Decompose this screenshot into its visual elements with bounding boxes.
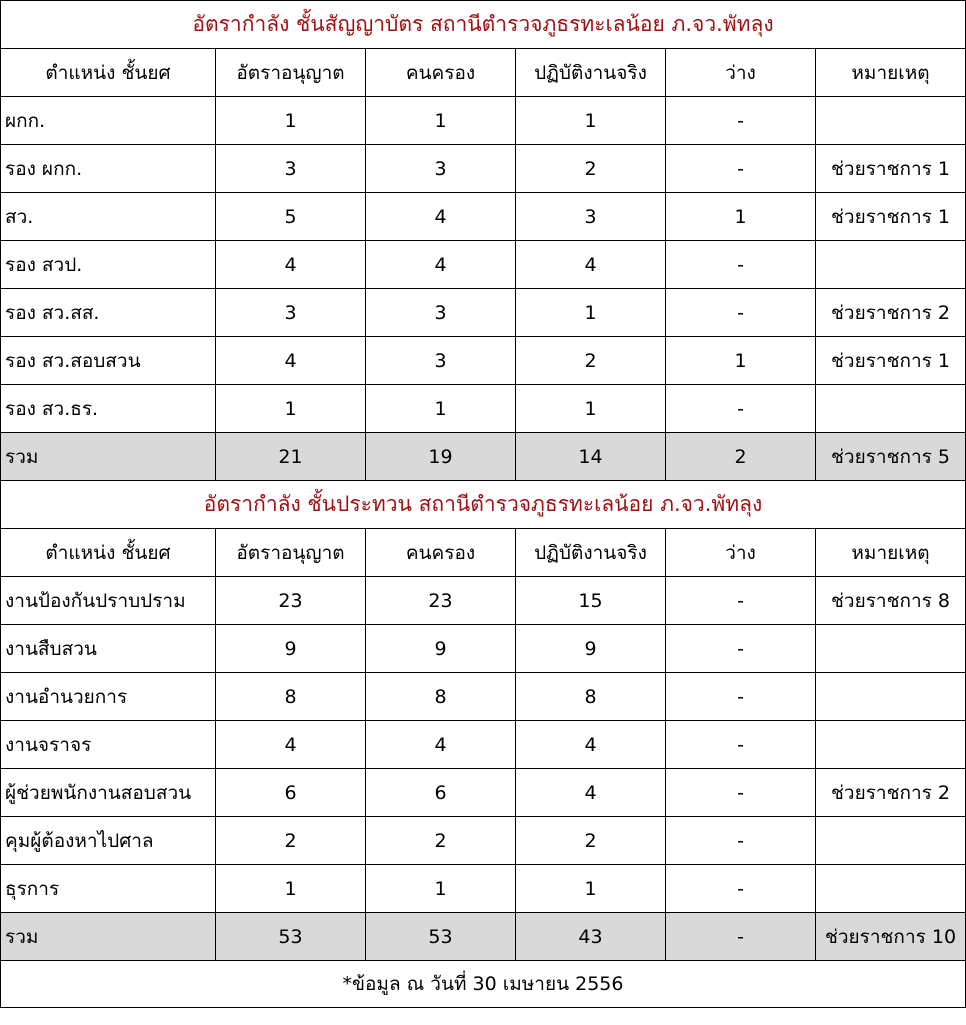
cell-vacant: -: [666, 865, 816, 913]
cell-position: รอง สว.ธร.: [1, 385, 216, 433]
cell-actual: 2: [516, 817, 666, 865]
cell-authorized: 1: [216, 865, 366, 913]
cell-authorized: 1: [216, 385, 366, 433]
cell-remark: ช่วยราชการ 2: [816, 769, 966, 817]
cell-position: สว.: [1, 193, 216, 241]
cell-remark: ช่วยราชการ 5: [816, 433, 966, 481]
column-header-position: ตำแหน่ง ชั้นยศ: [1, 49, 216, 97]
cell-position: รวม: [1, 913, 216, 961]
table-row: [1, 865, 966, 913]
cell-vacant: -: [666, 817, 816, 865]
cell-remark: [816, 97, 966, 145]
cell-remark: ช่วยราชการ 10: [816, 913, 966, 961]
cell-occupied: 1: [366, 97, 516, 145]
table-row: [1, 721, 966, 769]
cell-occupied: 3: [366, 145, 516, 193]
cell-actual: 14: [516, 433, 666, 481]
cell-vacant: -: [666, 625, 816, 673]
cell-remark: [816, 385, 966, 433]
cell-remark: ช่วยราชการ 1: [816, 337, 966, 385]
section-title-row: [1, 481, 966, 529]
table-row: [1, 337, 966, 385]
cell-position: ผู้ช่วยพนักงานสอบสวน: [1, 769, 216, 817]
cell-actual: 1: [516, 385, 666, 433]
cell-actual: 4: [516, 721, 666, 769]
footnote: *ข้อมูล ณ วันที่ 30 เมษายน 2556: [1, 961, 966, 1008]
cell-vacant: -: [666, 145, 816, 193]
cell-authorized: 1: [216, 97, 366, 145]
column-header-vacant: ว่าง: [666, 49, 816, 97]
table-row: [1, 625, 966, 673]
cell-occupied: 4: [366, 193, 516, 241]
cell-actual: 15: [516, 577, 666, 625]
cell-actual: 43: [516, 913, 666, 961]
section-title-row: [1, 1, 966, 49]
cell-position: งานป้องกันปราบปราม: [1, 577, 216, 625]
cell-authorized: 9: [216, 625, 366, 673]
cell-position: รอง ผกก.: [1, 145, 216, 193]
cell-authorized: 4: [216, 721, 366, 769]
cell-occupied: 2: [366, 817, 516, 865]
column-header-occupied: คนครอง: [366, 529, 516, 577]
cell-authorized: 53: [216, 913, 366, 961]
cell-position: งานสืบสวน: [1, 625, 216, 673]
table-row: [1, 577, 966, 625]
cell-occupied: 6: [366, 769, 516, 817]
cell-remark: [816, 721, 966, 769]
cell-authorized: 23: [216, 577, 366, 625]
cell-occupied: 9: [366, 625, 516, 673]
cell-vacant: -: [666, 673, 816, 721]
table-row: [1, 673, 966, 721]
cell-occupied: 3: [366, 337, 516, 385]
cell-occupied: 1: [366, 865, 516, 913]
cell-authorized: 21: [216, 433, 366, 481]
cell-remark: [816, 241, 966, 289]
cell-actual: 1: [516, 865, 666, 913]
cell-authorized: 4: [216, 241, 366, 289]
cell-authorized: 8: [216, 673, 366, 721]
table-row: [1, 193, 966, 241]
cell-vacant: -: [666, 289, 816, 337]
section-title: อัตรากำลัง ชั้นสัญญาบัตร สถานีตำรวจภูธรทะเลน้อย ภ.จว.พัทลุง: [1, 1, 966, 49]
total-row: [1, 433, 966, 481]
cell-occupied: 8: [366, 673, 516, 721]
total-row: [1, 913, 966, 961]
cell-vacant: 1: [666, 337, 816, 385]
cell-authorized: 2: [216, 817, 366, 865]
cell-authorized: 4: [216, 337, 366, 385]
column-header-actual: ปฏิบัติงานจริง: [516, 49, 666, 97]
cell-remark: ช่วยราชการ 2: [816, 289, 966, 337]
cell-actual: 4: [516, 241, 666, 289]
table-row: [1, 769, 966, 817]
cell-authorized: 5: [216, 193, 366, 241]
cell-actual: 1: [516, 289, 666, 337]
cell-actual: 2: [516, 145, 666, 193]
cell-authorized: 6: [216, 769, 366, 817]
cell-remark: ช่วยราชการ 1: [816, 193, 966, 241]
cell-remark: [816, 625, 966, 673]
table-row: [1, 385, 966, 433]
table-row: [1, 817, 966, 865]
cell-vacant: 1: [666, 193, 816, 241]
cell-remark: [816, 673, 966, 721]
column-header-occupied: คนครอง: [366, 49, 516, 97]
column-header-position: ตำแหน่ง ชั้นยศ: [1, 529, 216, 577]
cell-actual: 9: [516, 625, 666, 673]
cell-vacant: -: [666, 721, 816, 769]
cell-actual: 2: [516, 337, 666, 385]
cell-occupied: 4: [366, 721, 516, 769]
column-header-vacant: ว่าง: [666, 529, 816, 577]
header-row: [1, 49, 966, 97]
cell-position: รอง สวป.: [1, 241, 216, 289]
cell-remark: [816, 817, 966, 865]
cell-vacant: -: [666, 577, 816, 625]
cell-remark: [816, 865, 966, 913]
cell-occupied: 19: [366, 433, 516, 481]
cell-occupied: 23: [366, 577, 516, 625]
cell-position: ธุรการ: [1, 865, 216, 913]
column-header-authorized: อัตราอนุญาต: [216, 529, 366, 577]
cell-vacant: -: [666, 97, 816, 145]
cell-actual: 8: [516, 673, 666, 721]
column-header-actual: ปฏิบัติงานจริง: [516, 529, 666, 577]
column-header-authorized: อัตราอนุญาต: [216, 49, 366, 97]
table-row: [1, 97, 966, 145]
section-title: อัตรากำลัง ชั้นประทวน สถานีตำรวจภูธรทะเลน้อย ภ.จว.พัทลุง: [1, 481, 966, 529]
table-row: [1, 241, 966, 289]
cell-remark: ช่วยราชการ 8: [816, 577, 966, 625]
header-row: [1, 529, 966, 577]
cell-position: รวม: [1, 433, 216, 481]
cell-authorized: 3: [216, 289, 366, 337]
cell-actual: 1: [516, 97, 666, 145]
cell-position: รอง สว.สอบสวน: [1, 337, 216, 385]
cell-position: งานจราจร: [1, 721, 216, 769]
cell-vacant: -: [666, 769, 816, 817]
column-header-remark: หมายเหตุ: [816, 529, 966, 577]
cell-vacant: -: [666, 913, 816, 961]
cell-occupied: 53: [366, 913, 516, 961]
cell-position: ผกก.: [1, 97, 216, 145]
footnote-row: [1, 961, 966, 1008]
cell-position: คุมผู้ต้องหาไปศาล: [1, 817, 216, 865]
cell-actual: 4: [516, 769, 666, 817]
cell-position: งานอำนวยการ: [1, 673, 216, 721]
cell-actual: 3: [516, 193, 666, 241]
column-header-remark: หมายเหตุ: [816, 49, 966, 97]
cell-remark: ช่วยราชการ 1: [816, 145, 966, 193]
cell-occupied: 3: [366, 289, 516, 337]
cell-position: รอง สว.สส.: [1, 289, 216, 337]
table-row: [1, 145, 966, 193]
cell-authorized: 3: [216, 145, 366, 193]
cell-vacant: 2: [666, 433, 816, 481]
cell-occupied: 4: [366, 241, 516, 289]
table-row: [1, 289, 966, 337]
cell-vacant: -: [666, 385, 816, 433]
cell-vacant: -: [666, 241, 816, 289]
cell-occupied: 1: [366, 385, 516, 433]
